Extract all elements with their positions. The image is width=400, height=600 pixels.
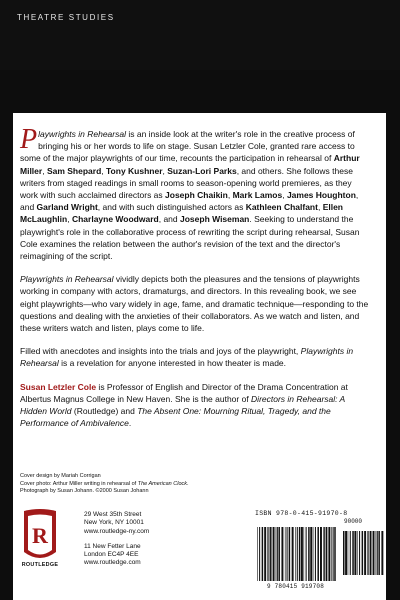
barcode-bar — [370, 531, 372, 575]
price-code: 90000 — [344, 518, 363, 525]
barcode-bar — [348, 531, 349, 575]
actor-name: Joseph Wiseman — [180, 214, 250, 225]
barcode-bar — [364, 531, 366, 575]
actor-name: Charlayne Woodward — [71, 214, 159, 225]
barcode-digits: 9 780415 919708 — [267, 583, 325, 590]
us-website: www.routledge-ny.com — [84, 527, 150, 535]
publisher-name: ROUTLEDGE — [21, 562, 59, 568]
barcode-bar — [367, 531, 368, 575]
actor-name: Kathleen Chalfant — [245, 202, 318, 213]
drop-cap: P — [20, 124, 38, 155]
barcode-bar — [304, 527, 305, 581]
blurb — [20, 124, 370, 440]
barcode-bar — [287, 527, 288, 581]
barcode-bar — [285, 527, 286, 581]
barcode-bar — [268, 527, 269, 581]
barcode-bar — [306, 527, 307, 581]
design-credit: Cover design by Mariah Corrigan — [20, 473, 101, 479]
isbn-label: ISBN 978-0-415-91970-8 — [255, 510, 348, 517]
barcode-bar — [308, 527, 310, 581]
barcode-bar — [324, 527, 325, 581]
author-name: Susan Letzler Cole — [20, 381, 97, 392]
barcode-bar — [264, 527, 266, 581]
barcode-bar — [378, 531, 380, 575]
publisher-sub: Taylor & Francis Group — [55, 519, 60, 557]
book-title: Playwrights in Rehearsal — [20, 274, 114, 285]
barcode-bar — [345, 531, 347, 575]
barcode-bar — [289, 527, 291, 581]
uk-website: www.routledge.com — [84, 559, 141, 567]
blurb-paragraph-3: Filled with anecdotes and insights into the trials and joys of the playwright, Playwrights in Rehearsal is a revelation for anyone interested in how theater is made. — [20, 346, 354, 369]
book-title: laywrights in Rehearsal — [38, 129, 126, 139]
playwright-name: Tony Kushner — [106, 165, 163, 176]
director-name: Mark Lamos — [232, 190, 283, 201]
barcode-bar — [334, 527, 336, 581]
blurb-paragraph-1: Playwrights in Rehearsal is an inside look at the writer's role in the creative process of bringing his or her words to life on stage. Susan Letzler Cole, granted rare access to some of the major playwrights of our time, recounts the participation in rehearsal of Arthur Miller, Sam Shepard, Tony Kushner, Suzan-Lori Parks, and others. She follows these writers from staged readings in small rooms to season-opening world premieres, as they work with such acclaimed directors as Joseph Chaikin, Mark Lamos, James Houghton, and Garland Wright, and with such distinguished actors as Kathleen Chalfant, Ellen McLaughlin, Charlayne Woodward, and Joseph Wiseman. Seeking to understand the playwright's role in the collaborative process of rewriting the script during rehearsal, Susan Cole examines the relation between the author's revision of the text and the director's reimagining of the script. — [20, 124, 360, 262]
barcode-bar — [381, 531, 383, 575]
barcode-bar — [295, 527, 296, 581]
barcode-bar — [277, 527, 278, 581]
barcode-bar — [359, 531, 360, 575]
actor-name: Ellen McLaughlin — [20, 202, 343, 225]
director-name: Garland Wright — [36, 202, 98, 213]
barcode-bar — [301, 527, 303, 581]
barcode-bar — [352, 531, 354, 575]
barcode-bar — [259, 527, 260, 581]
barcode-bar — [354, 531, 356, 575]
other-book-title: Directors in Rehearsal: A Hidden World — [20, 393, 345, 417]
barcode-bar — [257, 527, 258, 581]
barcode-bar — [281, 527, 283, 581]
barcode-bar — [299, 527, 301, 581]
barcode-bar — [328, 527, 330, 581]
uk-address-line-2: London EC4P 4EE — [84, 551, 139, 559]
barcode-bar — [333, 527, 334, 581]
playwright-name: Arthur Miller — [20, 153, 360, 176]
barcode-bar — [362, 531, 364, 575]
barcode-bar — [368, 531, 369, 575]
barcode-bar — [270, 527, 272, 581]
barcode-bar — [310, 527, 312, 581]
director-name: Joseph Chaikin — [165, 190, 228, 201]
publisher-addresses — [84, 511, 214, 568]
barcode-bar — [315, 527, 316, 581]
barcode-bar — [326, 527, 328, 581]
cover-credits — [20, 473, 360, 496]
isbn-barcode — [255, 521, 385, 581]
barcode-bar — [273, 527, 275, 581]
barcode-bar — [373, 531, 375, 575]
series-label: THEATRE STUDIES — [17, 13, 115, 22]
us-address-line-2: New York, NY 10001 — [84, 519, 144, 527]
uk-address-line-1: 11 New Fetter Lane — [84, 542, 141, 550]
barcode-bar — [276, 527, 277, 581]
barcode-bar — [317, 527, 319, 581]
barcode-bar — [292, 527, 294, 581]
playwright-name: Sam Shepard — [46, 165, 102, 176]
barcode-bar — [350, 531, 351, 575]
barcode-bar — [262, 527, 264, 581]
barcode-bar — [297, 527, 298, 581]
routledge-logo — [19, 508, 61, 568]
photo-credit: Cover photo: Arthur Miller writing in rehearsal of The American Clock. — [20, 480, 189, 487]
playwright-name: Suzan-Lori Parks — [167, 165, 237, 176]
photographer-credit: Photograph by Susan Johann. ©2000 Susan Johann — [20, 488, 149, 495]
barcode-bar — [313, 527, 314, 581]
barcode-bar — [343, 531, 345, 575]
blurb-paragraph-2: Playwrights in Rehearsal vividly depicts both the pleasures and the tensions of playwrights working in company with actors, dramaturgs, and directors. In this revealing book, we see eight playwrights—who vary widely in age, fame, and dramatic technique—responding to the questions and dealing with the anxieties of their collaborators. As we watch and listen, and these writers watch and listen, plays come to life. — [20, 274, 369, 334]
book-title: Playwrights in Rehearsal — [20, 346, 354, 369]
other-book-title: The Absent One: Mourning Ritual, Tragedy, and the Performance of Ambivalence — [20, 406, 331, 429]
barcode-bar — [267, 527, 268, 581]
barcode-bar — [278, 527, 280, 581]
svg-text:R: R — [32, 523, 48, 548]
author-bio: Susan Letzler Cole is Professor of English and Director of the Drama Concentration at Albertus Magnus College in New Haven. She is the author of Directors in Rehearsal: A Hidden World (Routledge) and The Absent One: Mourning Ritual, Tragedy, and the Performance of Ambivalence. — [20, 381, 348, 429]
barcode-bar — [377, 531, 378, 575]
director-name: James Houghton — [286, 190, 356, 201]
barcode-bar — [357, 531, 358, 575]
barcode-bar — [320, 527, 322, 581]
barcode-bar — [331, 527, 332, 581]
barcode-bar — [323, 527, 324, 581]
header-band — [0, 0, 400, 70]
us-address-line-1: 29 West 35th Street — [84, 511, 142, 518]
barcode-bar — [376, 531, 377, 575]
